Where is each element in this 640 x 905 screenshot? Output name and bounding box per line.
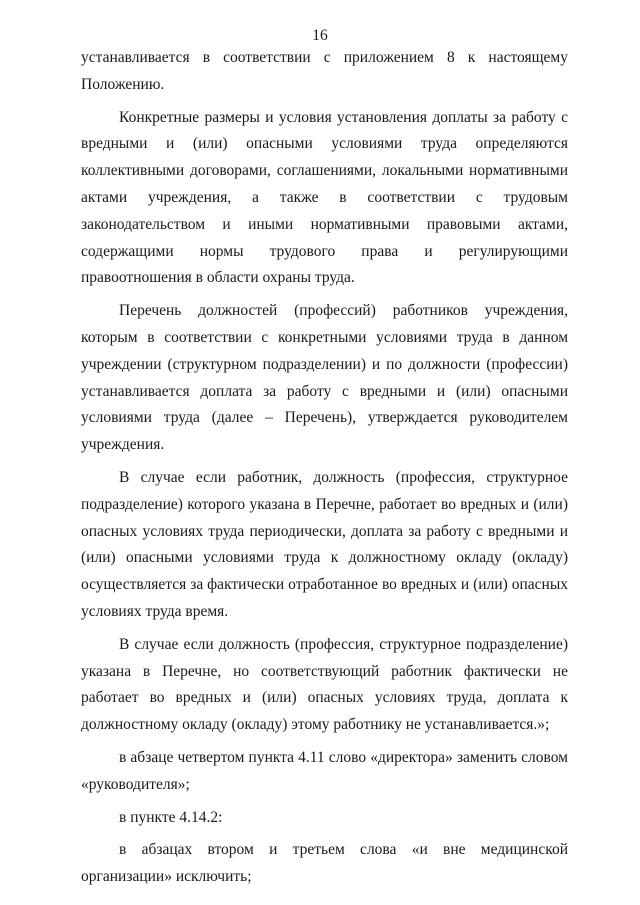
paragraph-no-hazard-work: В случае если должность (профессия, структурное подразделение) указана в Перечне, но соответствующий работник фактически не работает во вредных и (или) опасных условиях труда, доплата к должностному окладу (окладу) этому работнику не устанавливается.»; bbox=[81, 635, 568, 734]
document-body bbox=[81, 45, 568, 891]
page-number: 16 bbox=[312, 27, 328, 44]
paragraph-amendment-4-11: в абзаце четвертом пункта 4.11 слово «директора» заменить словом «руководителя»; bbox=[81, 748, 568, 793]
paragraph-hazard-pay-conditions: Конкретные размеры и условия установления доплаты за работу с вредными и (или) опасными условиями труда определяются коллективными договорами, соглашениями, локальными нормативными актами учреждения, а также в соответствии с трудовым законодательством и иными нормативными правовыми актами, содержащими нормы трудового права и регулирующими правоотношения в области охраны труда. bbox=[81, 108, 568, 287]
paragraph-amendment-exclude: в абзацах втором и третьем слова «и вне медицинской организации» исключить; bbox=[81, 841, 568, 886]
paragraph-periodic-hazard-work: В случае если работник, должность (профессия, структурное подразделение) которого указана в Перечне, работает во вредных и (или) опасных условиях труда периодически, доплата за работу с вредными и (или) опасными условиями труда к должностному окладу (окладу) осуществляется за фактически отработанное во вредных и (или) опасных условиях труда время. bbox=[81, 468, 568, 620]
paragraph-amendment-4-14-2: в пункте 4.14.2: bbox=[119, 808, 223, 826]
paragraph-positions-list: Перечень должностей (профессий) работников учреждения, которым в соответствии с конкретными условиями труда в данном учреждении (структурном подразделении) и по должности (профессии) устанавливается доплата за работу с вредными и (или) опасными условиями труда (далее – Перечень), утверждается руководителем учреждения. bbox=[81, 302, 568, 454]
paragraph-continuation: устанавливается в соответствии с приложением 8 к настоящему Положению. bbox=[81, 49, 568, 93]
